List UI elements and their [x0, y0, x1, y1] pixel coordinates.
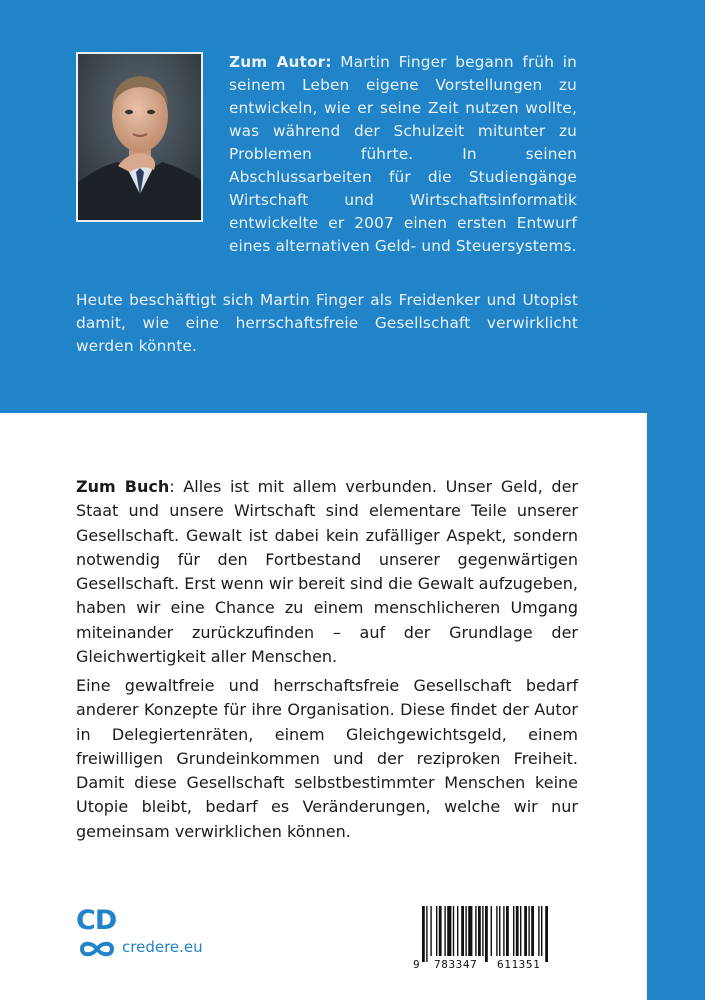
barcode-right-group: 611351 — [497, 958, 541, 971]
barcode-bar — [499, 906, 500, 956]
barcode-first-digit: 9 — [413, 958, 420, 971]
barcode-bar — [506, 906, 509, 956]
publisher-website: credere.eu — [122, 938, 203, 956]
barcode-bar — [426, 906, 427, 962]
barcode-bar — [545, 906, 548, 962]
barcode-bar — [524, 906, 527, 956]
book-description — [76, 475, 578, 669]
barcode-bar — [485, 906, 488, 962]
barcode-bar — [528, 906, 529, 956]
barcode-bar — [531, 906, 534, 956]
book-description-text: : Alles ist mit allem verbunden. Unser Geld, der Staat und unsere Wirtschaft sind elementare Teile unserer Gesellschaft. Gewalt ist dabei kein zufälliger Aspekt, sondern notwendig für den Fortbestand unserer gegenwärtigen Gesellschaft. Erst wenn wir bereit sind die Gewalt aufzugeben, haben wir eine Chance zu einem menschlicheren Umgang miteinander zurückzufinden – auf der Grundlage der Gleichwertigkeit aller Menschen. — [76, 477, 579, 667]
barcode-bar — [461, 906, 464, 956]
author-bio-text: Martin Finger begann früh in seinem Leben eigene Vorstellungen zu entwickeln, wie er seine Zeit nutzen wollte, was während der Schulzeit mitunter zu Problemen führte. In seinen Abschlussarbeiten für die Studiengänge Wirtschaft und Wirtschaftsinformatik entwickelte er 2007 einen ersten Entwurf eines alternativen Geld- und Steuersystems. — [229, 53, 577, 255]
author-heading: Zum Autor: — [229, 53, 332, 71]
book-description-2: Eine gewaltfreie und herrschaftsfreie Gesellschaft bedarf anderer Konzepte für ihre Organisation. Diese findet der Autor in Delegiertenräten, einem Gleichgewichtsgeld, einem freiwilligen Grundeinkommen und der reziproken Freiheit. Damit diese Gesellschaft selbstbestimmter Menschen keine Utopie bleibt, bedarf es Veränderungen, welche wir nur gemeinsam verwirklichen können. — [76, 676, 578, 841]
barcode-bar — [447, 906, 451, 956]
author-photo — [76, 52, 203, 222]
barcode-left-group: 783347 — [434, 958, 478, 971]
barcode-bar — [422, 906, 425, 962]
book-heading: Zum Buch — [76, 477, 170, 496]
barcode-digits — [404, 958, 557, 972]
barcode-bar — [475, 906, 476, 956]
author-today: Heute beschäftigt sich Martin Finger als Freidenker und Utopist damit, wie eine herrschaftsfreie Gesellschaft verwirklicht werden könnte. — [76, 291, 578, 355]
barcode-bar — [538, 906, 539, 956]
barcode-bar — [436, 906, 437, 956]
author-bio — [229, 51, 577, 258]
barcode-bar — [496, 906, 497, 956]
barcode-bar — [457, 906, 458, 956]
barcode-bar — [465, 906, 466, 956]
barcode-bar — [541, 906, 542, 956]
barcode-bar — [503, 906, 504, 956]
barcode-bar — [513, 906, 514, 956]
barcode-bar — [439, 906, 442, 956]
barcode-bar — [516, 906, 519, 956]
barcode-bar — [491, 906, 492, 956]
barcode-bar — [468, 906, 472, 956]
barcode-bar — [453, 906, 454, 956]
barcode-bar — [520, 906, 521, 956]
barcode-bar — [444, 906, 445, 956]
publisher-logo-letters: CD — [76, 905, 117, 936]
barcode-bar — [478, 906, 481, 956]
barcode-bar — [430, 906, 431, 956]
barcode-bar — [482, 906, 483, 956]
infinity-icon — [76, 939, 118, 959]
isbn-barcode — [404, 902, 557, 972]
